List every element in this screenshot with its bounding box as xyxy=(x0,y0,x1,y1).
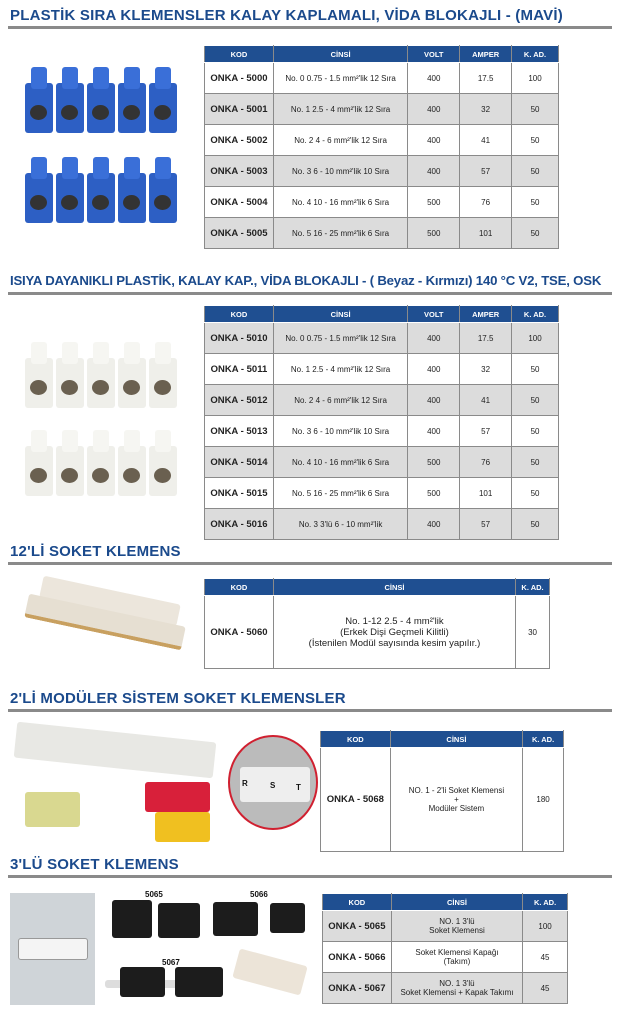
table-row xyxy=(205,187,559,218)
socket-connectors-image xyxy=(100,885,315,1010)
table-row xyxy=(321,748,564,852)
white-terminal-block-image xyxy=(15,428,185,500)
socket-strip-image xyxy=(20,570,192,665)
table-cell: 500 xyxy=(408,447,460,478)
product-code: ONKA - 5012 xyxy=(205,385,274,416)
table-cell: 50 xyxy=(512,94,559,125)
product-code: ONKA - 5065 xyxy=(323,911,392,942)
section-title-3-socket: 3'LÜ SOKET KLEMENS xyxy=(10,856,179,873)
table-row xyxy=(205,416,559,447)
table-cell: No. 1-12 2.5 - 4 mm²'lik (Erkek Dişi Geçmeli Kilitli) (İstenilen Modül sayısında kesim yapılır.) xyxy=(273,596,515,669)
table-cell: No. 4 10 - 16 mm²'lik 6 Sıra xyxy=(273,187,408,218)
caption-5066: 5066 xyxy=(250,890,268,899)
table-cell: 400 xyxy=(408,385,460,416)
product-code: ONKA - 5010 xyxy=(205,323,274,354)
table-row xyxy=(205,125,559,156)
product-code: ONKA - 5005 xyxy=(205,218,274,249)
table-row xyxy=(323,911,568,942)
table-cell: 500 xyxy=(408,187,460,218)
label-s: S xyxy=(270,781,276,790)
table-cell: 57 xyxy=(460,509,512,540)
table-cell: 500 xyxy=(408,478,460,509)
column-header: K. AD. xyxy=(516,579,550,596)
column-header: K. AD. xyxy=(523,731,564,748)
blue-terminal-block-image xyxy=(15,65,185,140)
table-cell: 400 xyxy=(408,94,460,125)
column-header: KOD xyxy=(323,894,392,911)
table-cell: No. 0 0.75 - 1.5 mm²'lik 12 Sıra xyxy=(273,63,408,94)
table-row xyxy=(205,94,559,125)
product-code: ONKA - 5016 xyxy=(205,509,274,540)
section-title-heat-resistant: ISIYA DAYANIKLI PLASTİK, KALAY KAP., VİDA BLOKAJLI - ( Beyaz - Kırmızı) 140 °C V2, TSE, OSK xyxy=(10,273,602,288)
table-cell: 400 xyxy=(408,63,460,94)
product-table-12-socket xyxy=(204,578,550,669)
table-cell: No. 2 4 - 6 mm²'lik 12 Sıra xyxy=(273,385,408,416)
table-cell: Soket Klemensi Kapağı (Takım) xyxy=(391,942,522,973)
rst-closeup-image xyxy=(228,735,318,830)
column-header: K. AD. xyxy=(512,46,559,63)
table-cell: 32 xyxy=(460,354,512,385)
table-row xyxy=(323,942,568,973)
column-header: AMPER xyxy=(460,46,512,63)
table-cell: 32 xyxy=(460,94,512,125)
table-cell: NO. 1 3'lü Soket Klemensi xyxy=(391,911,522,942)
product-code: ONKA - 5011 xyxy=(205,354,274,385)
label-t: T xyxy=(296,783,301,792)
table-cell: 400 xyxy=(408,354,460,385)
table-cell: 50 xyxy=(512,385,559,416)
table-cell: 100 xyxy=(512,63,559,94)
product-code: ONKA - 5068 xyxy=(321,748,391,852)
table-cell: No. 4 10 - 16 mm²'lik 6 Sıra xyxy=(273,447,408,478)
column-header: KOD xyxy=(205,306,274,323)
table-cell: 101 xyxy=(460,218,512,249)
table-cell: NO. 1 - 2'li Soket Klemensi + Modüler Sistem xyxy=(390,748,522,852)
column-header: AMPER xyxy=(460,306,512,323)
column-header: K. AD. xyxy=(523,894,568,911)
table-row xyxy=(205,323,559,354)
table-cell: No. 1 2.5 - 4 mm²'lik 12 Sıra xyxy=(273,94,408,125)
table-cell: No. 0 0.75 - 1.5 mm²'lik 12 Sıra xyxy=(273,323,408,354)
product-code: ONKA - 5002 xyxy=(205,125,274,156)
product-table-heat-resistant xyxy=(204,305,559,540)
section-title-blue: PLASTİK SIRA KLEMENSLER KALAY KAPLAMALI, VİDA BLOKAJLI - (MAVİ) xyxy=(10,7,563,24)
product-code: ONKA - 5060 xyxy=(205,596,274,669)
table-cell: 76 xyxy=(460,187,512,218)
table-cell: 76 xyxy=(460,447,512,478)
table-row xyxy=(205,63,559,94)
table-cell: 180 xyxy=(523,748,564,852)
table-cell: 50 xyxy=(512,354,559,385)
table-cell: 50 xyxy=(512,509,559,540)
table-cell: No. 5 16 - 25 mm²'lik 6 Sıra xyxy=(273,218,408,249)
product-code: ONKA - 5004 xyxy=(205,187,274,218)
table-row xyxy=(205,385,559,416)
table-row xyxy=(323,973,568,1004)
column-header: VOLT xyxy=(408,46,460,63)
table-cell: 50 xyxy=(512,156,559,187)
table-cell: 500 xyxy=(408,218,460,249)
product-code: ONKA - 5066 xyxy=(323,942,392,973)
table-cell: No. 5 16 - 25 mm²'lik 6 Sıra xyxy=(273,478,408,509)
table-cell: 41 xyxy=(460,385,512,416)
table-cell: 50 xyxy=(512,478,559,509)
table-cell: 100 xyxy=(523,911,568,942)
table-cell: 100 xyxy=(512,323,559,354)
product-code: ONKA - 5014 xyxy=(205,447,274,478)
blue-terminal-block-image xyxy=(15,155,185,235)
table-cell: 45 xyxy=(523,973,568,1004)
table-cell: NO. 1 3'lü Soket Klemensi + Kapak Takımı xyxy=(391,973,522,1004)
product-code: ONKA - 5003 xyxy=(205,156,274,187)
table-row xyxy=(205,509,559,540)
label-r: R xyxy=(242,779,248,788)
distribution-panel-photo xyxy=(10,893,95,1005)
table-row xyxy=(205,478,559,509)
product-code: ONKA - 5013 xyxy=(205,416,274,447)
caption-5067: 5067 xyxy=(162,958,180,967)
product-table-2-modular xyxy=(320,730,564,852)
divider xyxy=(8,26,612,29)
table-cell: 30 xyxy=(516,596,550,669)
table-cell: No. 3 6 - 10 mm²'lik 10 Sıra xyxy=(273,416,408,447)
table-cell: 400 xyxy=(408,125,460,156)
divider xyxy=(8,562,612,565)
divider xyxy=(8,292,612,295)
table-header-row xyxy=(323,894,568,911)
table-cell: No. 3 6 - 10 mm²'lik 10 Sıra xyxy=(273,156,408,187)
column-header: KOD xyxy=(205,579,274,596)
table-cell: 57 xyxy=(460,156,512,187)
table-header-row xyxy=(321,731,564,748)
modular-socket-image xyxy=(10,722,220,850)
table-cell: 17.5 xyxy=(460,323,512,354)
table-cell: 41 xyxy=(460,125,512,156)
product-code: ONKA - 5001 xyxy=(205,94,274,125)
table-cell: No. 3 3'lü 6 - 10 mm²'lik xyxy=(273,509,408,540)
table-cell: No. 1 2.5 - 4 mm²'lik 12 Sıra xyxy=(273,354,408,385)
table-cell: 50 xyxy=(512,125,559,156)
table-row xyxy=(205,354,559,385)
table-row xyxy=(205,447,559,478)
table-row xyxy=(205,218,559,249)
table-cell: 50 xyxy=(512,218,559,249)
table-cell: 101 xyxy=(460,478,512,509)
table-cell: 400 xyxy=(408,323,460,354)
table-cell: 50 xyxy=(512,416,559,447)
table-row xyxy=(205,156,559,187)
column-header: K. AD. xyxy=(512,306,559,323)
column-header: VOLT xyxy=(408,306,460,323)
table-cell: 400 xyxy=(408,416,460,447)
table-header-row xyxy=(205,306,559,323)
table-header-row xyxy=(205,579,550,596)
table-cell: 400 xyxy=(408,509,460,540)
column-header: CİNSİ xyxy=(391,894,522,911)
table-cell: 57 xyxy=(460,416,512,447)
column-header: CİNSİ xyxy=(390,731,522,748)
divider xyxy=(8,709,612,712)
table-cell: 400 xyxy=(408,156,460,187)
product-code: ONKA - 5000 xyxy=(205,63,274,94)
product-table-3-socket xyxy=(322,893,568,1004)
column-header: CİNSİ xyxy=(273,46,408,63)
divider xyxy=(8,875,612,878)
column-header: CİNSİ xyxy=(273,306,408,323)
table-row xyxy=(205,596,550,669)
column-header: CİNSİ xyxy=(273,579,515,596)
table-cell: 17.5 xyxy=(460,63,512,94)
product-code: ONKA - 5015 xyxy=(205,478,274,509)
table-cell: 50 xyxy=(512,187,559,218)
product-table-blue xyxy=(204,45,559,249)
table-cell: 50 xyxy=(512,447,559,478)
column-header: KOD xyxy=(205,46,274,63)
column-header: KOD xyxy=(321,731,391,748)
white-terminal-block-image xyxy=(15,340,185,412)
section-title-12-socket: 12'Lİ SOKET KLEMENS xyxy=(10,543,181,560)
product-code: ONKA - 5067 xyxy=(323,973,392,1004)
table-cell: 45 xyxy=(523,942,568,973)
table-cell: No. 2 4 - 6 mm²'lik 12 Sıra xyxy=(273,125,408,156)
caption-5065: 5065 xyxy=(145,890,163,899)
section-title-2-modular: 2'Lİ MODÜLER SİSTEM SOKET KLEMENSLER xyxy=(10,690,346,707)
table-header-row xyxy=(205,46,559,63)
